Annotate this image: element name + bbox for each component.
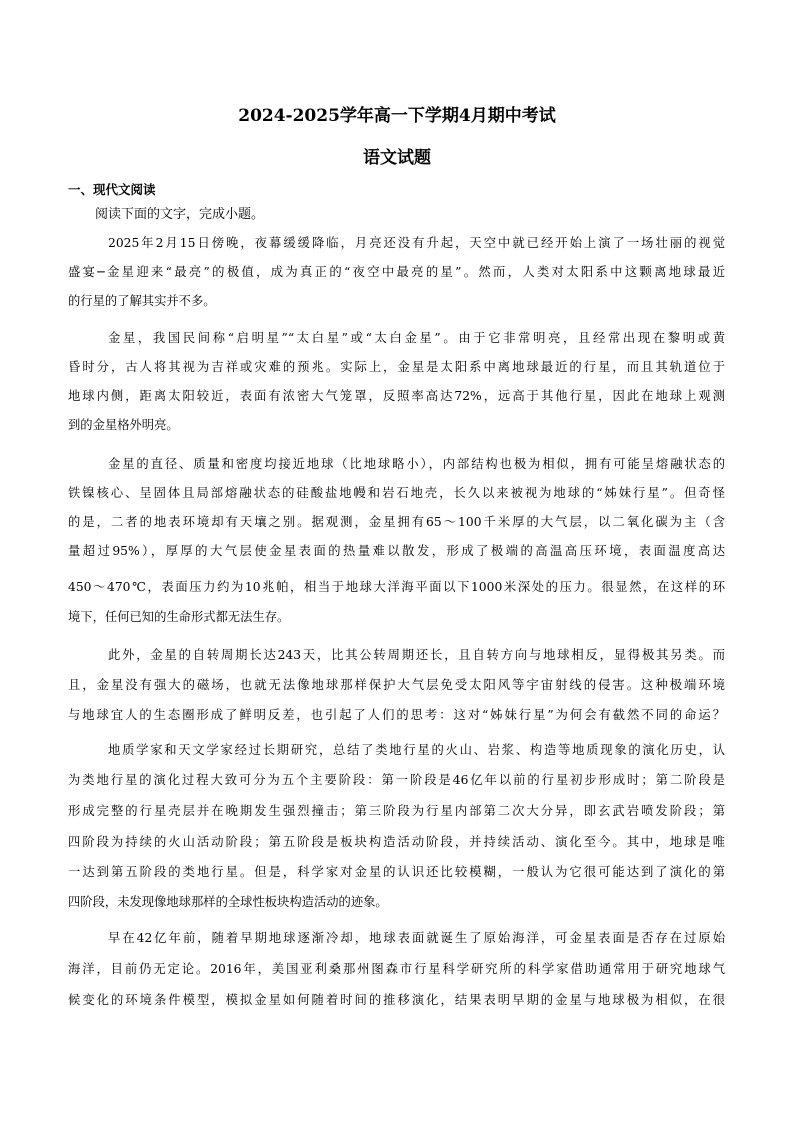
paragraph-2-line-3: 地球内侧，距离太阳较近，表面有浓密大气笼罩，反照率高达72%，远高于其他行星，因此在地球上观测 <box>68 389 725 403</box>
exam-subtitle: 语文试题 <box>363 148 431 168</box>
exam-title: 2024-2025学年高一下学期4月期中考试 <box>238 106 556 126</box>
paragraph-4-line-1: 此外，金星的自转周期长达243天，比其公转周期还长，且自转方向与地球相反，显得极其另类。而 <box>108 648 725 662</box>
paragraph-6-line-2: 海洋，目前仍无定论。2016年，美国亚利桑那州图森市行星科学研究所的科学家借助通常用于研究地球气 <box>68 962 725 976</box>
paragraph-3-line-6: 境下，任何已知的生命形式都无法生存。 <box>68 610 290 624</box>
paragraph-2-line-1: 金星，我国民间称“启明星”“太白星”或“太白金星”。由于它非常明亮，且经常出现在黎明或黄 <box>108 331 725 345</box>
paragraph-3-line-3: 的是，二者的地表环境却有天壤之别。据观测，金星拥有65～100千米厚的大气层，以二氧化碳为主（含 <box>68 515 725 529</box>
paragraph-4-line-2: 且，金星没有强大的磁场，也就无法像地球那样保护大气层免受太阳风等宇宙射线的侵害。这种极端环境 <box>68 678 725 692</box>
paragraph-3-line-2: 铁镍核心、呈固体且局部熔融状态的硅酸盐地幔和岩石地壳，长久以来被视为地球的“姊妹行星”。但奇怪 <box>68 486 725 500</box>
paragraph-6-line-1: 早在42亿年前，随着早期地球逐渐冷却，地球表面就诞生了原始海洋，可金星表面是否存在过原始 <box>108 931 725 945</box>
paragraph-1-line-3: 的行星的了解其实并不多。 <box>68 294 216 308</box>
paragraph-5-line-4: 四阶段为持续的火山活动阶段；第五阶段是板块构造活动阶段，并持续活动、演化至今。其中，地球是唯 <box>68 835 725 849</box>
paragraph-1-line-1: 2025年2月15日傍晚，夜幕缓缓降临，月亮还没有升起，天空中就已经开始上演了一场壮丽的视觉 <box>108 236 725 250</box>
reading-instruction: 阅读下面的文字，完成小题。 <box>95 207 265 222</box>
paragraph-3-line-4: 量超过95%），厚厚的大气层使金星表面的热量难以散发，形成了极端的高温高压环境，表面温度高达 <box>68 544 725 558</box>
paragraph-5-line-3: 形成完整的行星壳层并在晚期发生强烈撞击；第三阶段为行星内部第二次大分异，即玄武岩喷发阶段；第 <box>68 804 725 818</box>
paragraph-3-line-1: 金星的直径、质量和密度均接近地球（比地球略小），内部结构也极为相似，拥有可能呈熔融状态的 <box>108 457 725 471</box>
paragraph-5-line-2: 为类地行星的演化过程大致可分为五个主要阶段：第一阶段是46亿年以前的行星初步形成时；第二阶段是 <box>68 773 725 787</box>
paragraph-6-line-3: 候变化的环境条件模型，模拟金星如何随着时间的推移演化，结果表明早期的金星与地球极为相似，在很 <box>68 993 725 1007</box>
paragraph-5-line-1: 地质学家和天文学家经过长期研究，总结了类地行星的火山、岩浆、构造等地质现象的演化历史，认 <box>108 743 725 757</box>
paragraph-3-line-5: 450～470℃，表面压力约为10兆帕，相当于地球大洋海平面以下1000米深处的压力。很显然，在这样的环 <box>68 580 725 594</box>
paragraph-5-line-5: 一达到第五阶段的类地行星。但是，科学家对金星的认识还比较模糊，一般认为它很可能达到了演化的第 <box>68 865 725 879</box>
paragraph-4-line-3: 与地球宜人的生态圈形成了鲜明反差，也引起了人们的思考：这对“姊妹行星”为何会有截然不同的命运？ <box>68 708 725 722</box>
section-heading: 一、现代文阅读 <box>68 182 156 197</box>
paragraph-2-line-2: 昏时分，古人将其视为吉祥或灾难的预兆。实际上，金星是太阳系中离地球最近的行星，而且其轨道位于 <box>68 360 725 374</box>
paragraph-1-line-2: 盛宴─金星迎来“最亮”的极值，成为真正的“夜空中最亮的星”。然而，人类对太阳系中这颗离地球最近 <box>68 265 725 279</box>
paragraph-5-line-6: 四阶段，未发现像地球那样的全球性板块构造活动的迹象。 <box>68 895 388 909</box>
paragraph-2-line-4: 到的金星格外明亮。 <box>68 418 179 432</box>
